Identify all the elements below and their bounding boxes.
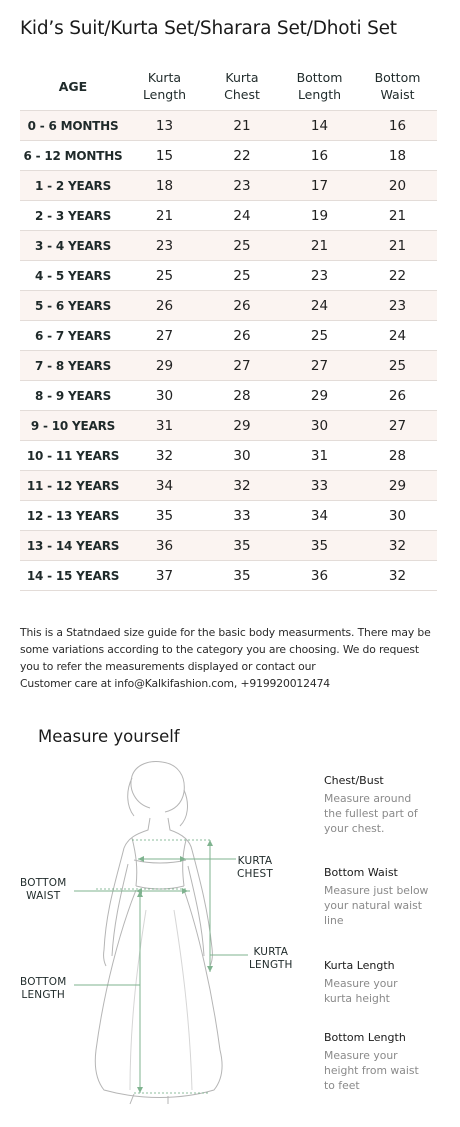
bottom-waist-cell: 18 — [388, 147, 407, 164]
age-cell: 4 - 5 YEARS — [34, 268, 112, 283]
table-row — [20, 231, 437, 261]
kurta-chest-cell: 22 — [233, 147, 251, 164]
kurta-chest-cell: 23 — [233, 177, 251, 194]
age-cell: 5 - 6 YEARS — [34, 298, 112, 313]
guide-text: Measure your height from waist to feet — [324, 1049, 419, 1092]
header-bottom-waist: Bottom Waist — [374, 70, 421, 102]
figure-label-bottom-waist: BOTTOM WAIST — [20, 877, 67, 902]
kurta-length-cell: 34 — [155, 477, 174, 494]
bottom-waist-cell: 16 — [388, 117, 407, 134]
age-cell: 6 - 7 YEARS — [34, 328, 112, 343]
bottom-length-cell: 24 — [310, 297, 329, 314]
bottom-length-cell: 27 — [310, 357, 329, 374]
table-row — [20, 141, 437, 171]
bottom-length-cell: 33 — [310, 477, 329, 494]
table-row — [20, 501, 437, 531]
bottom-length-cell: 19 — [310, 207, 329, 224]
bottom-waist-cell: 29 — [388, 477, 407, 494]
guide-heading: Bottom Length — [324, 1031, 406, 1044]
kurta-length-cell: 32 — [155, 447, 174, 464]
kurta-length-cell: 25 — [155, 267, 174, 284]
bottom-waist-cell: 26 — [388, 387, 407, 404]
table-row — [20, 321, 437, 351]
table-row — [20, 531, 437, 561]
bottom-length-cell: 34 — [310, 507, 329, 524]
kurta-length-cell: 27 — [155, 327, 174, 344]
table-row — [20, 171, 437, 201]
kurta-chest-cell: 27 — [233, 357, 251, 374]
figure-hair — [128, 778, 188, 826]
header-bottom-length: Bottom Length — [296, 70, 343, 102]
table-row — [20, 441, 437, 471]
kurta-length-cell: 37 — [155, 567, 174, 584]
age-cell: 3 - 4 YEARS — [34, 238, 112, 253]
kurta-length-cell: 26 — [155, 297, 174, 314]
bottom-waist-cell: 20 — [388, 177, 407, 194]
page-title: Kid’s Suit/Kurta Set/Sharara Set/Dhoti Set — [20, 18, 397, 39]
note-line: This is a Statndaed size guide for the basic body measurments. There may be — [20, 626, 431, 639]
kurta-chest-cell: 21 — [233, 117, 251, 134]
bottom-waist-cell: 32 — [388, 567, 407, 584]
table-row — [20, 261, 437, 291]
figure-right-arm — [188, 850, 212, 966]
kurta-length-cell: 13 — [155, 117, 174, 134]
kurta-length-cell: 29 — [155, 357, 174, 374]
age-cell: 7 - 8 YEARS — [34, 358, 112, 373]
bottom-length-cell: 16 — [310, 147, 329, 164]
bottom-length-cell: 25 — [310, 327, 329, 344]
measure-yourself-heading: Measure yourself — [38, 727, 180, 746]
table-row — [20, 471, 437, 501]
age-cell: 1 - 2 YEARS — [34, 178, 112, 193]
bottom-waist-cell: 25 — [388, 357, 407, 374]
kurta-chest-cell: 29 — [233, 417, 251, 434]
age-cell: 8 - 9 YEARS — [34, 388, 112, 403]
kurta-chest-cell: 26 — [233, 327, 251, 344]
kurta-chest-cell: 35 — [233, 567, 251, 584]
note-line: Customer care at info@Kalkifashion.com, +919920012474 — [20, 677, 331, 690]
bottom-waist-cell: 22 — [388, 267, 407, 284]
figure-label-bottom-length: BOTTOM LENGTH — [20, 976, 67, 1001]
kurta-length-cell: 23 — [155, 237, 174, 254]
size-guide-note — [20, 624, 440, 692]
kurta-chest-cell: 26 — [233, 297, 251, 314]
figure-top — [132, 838, 186, 889]
note-line: some variations according to the category you are choosing. We do request — [20, 643, 419, 656]
bottom-waist-cell: 21 — [388, 207, 407, 224]
kurta-length-cell: 30 — [155, 387, 174, 404]
bottom-length-cell: 17 — [310, 177, 329, 194]
guide-heading: Kurta Length — [324, 959, 395, 972]
kurta-chest-cell: 32 — [233, 477, 251, 494]
guide-heading: Bottom Waist — [324, 866, 398, 879]
guide-chest-bust — [324, 774, 449, 836]
header-kurta-chest: Kurta Chest — [224, 70, 260, 102]
bottom-waist-cell: 23 — [388, 297, 407, 314]
note-line: you to refer the measurements displayed or contact our — [20, 660, 316, 673]
figure-skirt — [95, 890, 222, 1098]
kurta-length-cell: 21 — [155, 207, 174, 224]
guide-kurta-length — [324, 959, 449, 1006]
kurta-length-cell: 36 — [155, 537, 174, 554]
body-measurement-figure — [0, 760, 320, 1105]
header-kurta-length: Kurta Length — [142, 70, 187, 102]
bottom-length-cell: 23 — [310, 267, 329, 284]
guide-text: Measure around the fullest part of your chest. — [324, 792, 418, 835]
table-row — [20, 381, 437, 411]
table-row — [20, 351, 437, 381]
age-cell: 10 - 11 YEARS — [26, 448, 120, 463]
age-cell: 11 - 12 YEARS — [26, 478, 120, 493]
bottom-length-cell: 31 — [310, 447, 329, 464]
guide-text: Measure just below your natural waist line — [324, 884, 429, 927]
bottom-waist-cell: 32 — [388, 537, 407, 554]
header-age: AGE — [58, 78, 88, 94]
age-cell: 9 - 10 YEARS — [30, 418, 116, 433]
figure-label-kurta-chest: KURTA CHEST — [237, 855, 273, 880]
figure-shoulders — [124, 818, 192, 850]
kurta-chest-cell: 25 — [233, 267, 251, 284]
age-cell: 14 - 15 YEARS — [26, 568, 120, 583]
guide-heading: Chest/Bust — [324, 774, 384, 787]
table-row — [20, 111, 437, 141]
kurta-chest-cell: 24 — [233, 207, 251, 224]
bottom-length-cell: 29 — [310, 387, 329, 404]
bottom-waist-cell: 28 — [388, 447, 407, 464]
kurta-length-cell: 15 — [155, 147, 174, 164]
size-chart-table — [20, 62, 437, 591]
bottom-waist-cell: 21 — [388, 237, 407, 254]
figure-head — [131, 762, 184, 812]
table-row — [20, 411, 437, 441]
bottom-waist-cell: 30 — [388, 507, 407, 524]
guide-bottom-length — [324, 1031, 449, 1093]
kurta-chest-cell: 30 — [233, 447, 251, 464]
figure-left-arm — [104, 848, 128, 966]
table-header-row — [20, 62, 437, 111]
guide-bottom-waist — [324, 866, 449, 928]
bottom-length-cell: 35 — [310, 537, 329, 554]
bottom-length-cell: 36 — [310, 567, 329, 584]
figure-label-kurta-length: KURTA LENGTH — [249, 946, 293, 971]
table-row — [20, 291, 437, 321]
guide-text: Measure your kurta height — [324, 977, 398, 1005]
kurta-chest-cell: 33 — [233, 507, 251, 524]
bottom-length-cell: 21 — [310, 237, 329, 254]
kurta-length-cell: 31 — [155, 417, 174, 434]
age-cell: 2 - 3 YEARS — [34, 208, 112, 223]
age-cell: 12 - 13 YEARS — [26, 508, 120, 523]
bottom-waist-cell: 24 — [388, 327, 407, 344]
bottom-waist-cell: 27 — [388, 417, 407, 434]
kurta-length-cell: 35 — [155, 507, 174, 524]
kurta-chest-cell: 25 — [233, 237, 251, 254]
table-row — [20, 201, 437, 231]
bottom-length-cell: 30 — [310, 417, 329, 434]
kurta-length-cell: 18 — [155, 177, 174, 194]
kurta-chest-cell: 35 — [233, 537, 251, 554]
age-cell: 13 - 14 YEARS — [26, 538, 120, 553]
age-cell: 6 - 12 MONTHS — [23, 148, 123, 163]
table-row — [20, 561, 437, 591]
bottom-length-cell: 14 — [310, 117, 329, 134]
kurta-chest-cell: 28 — [233, 387, 251, 404]
age-cell: 0 - 6 MONTHS — [27, 118, 119, 133]
